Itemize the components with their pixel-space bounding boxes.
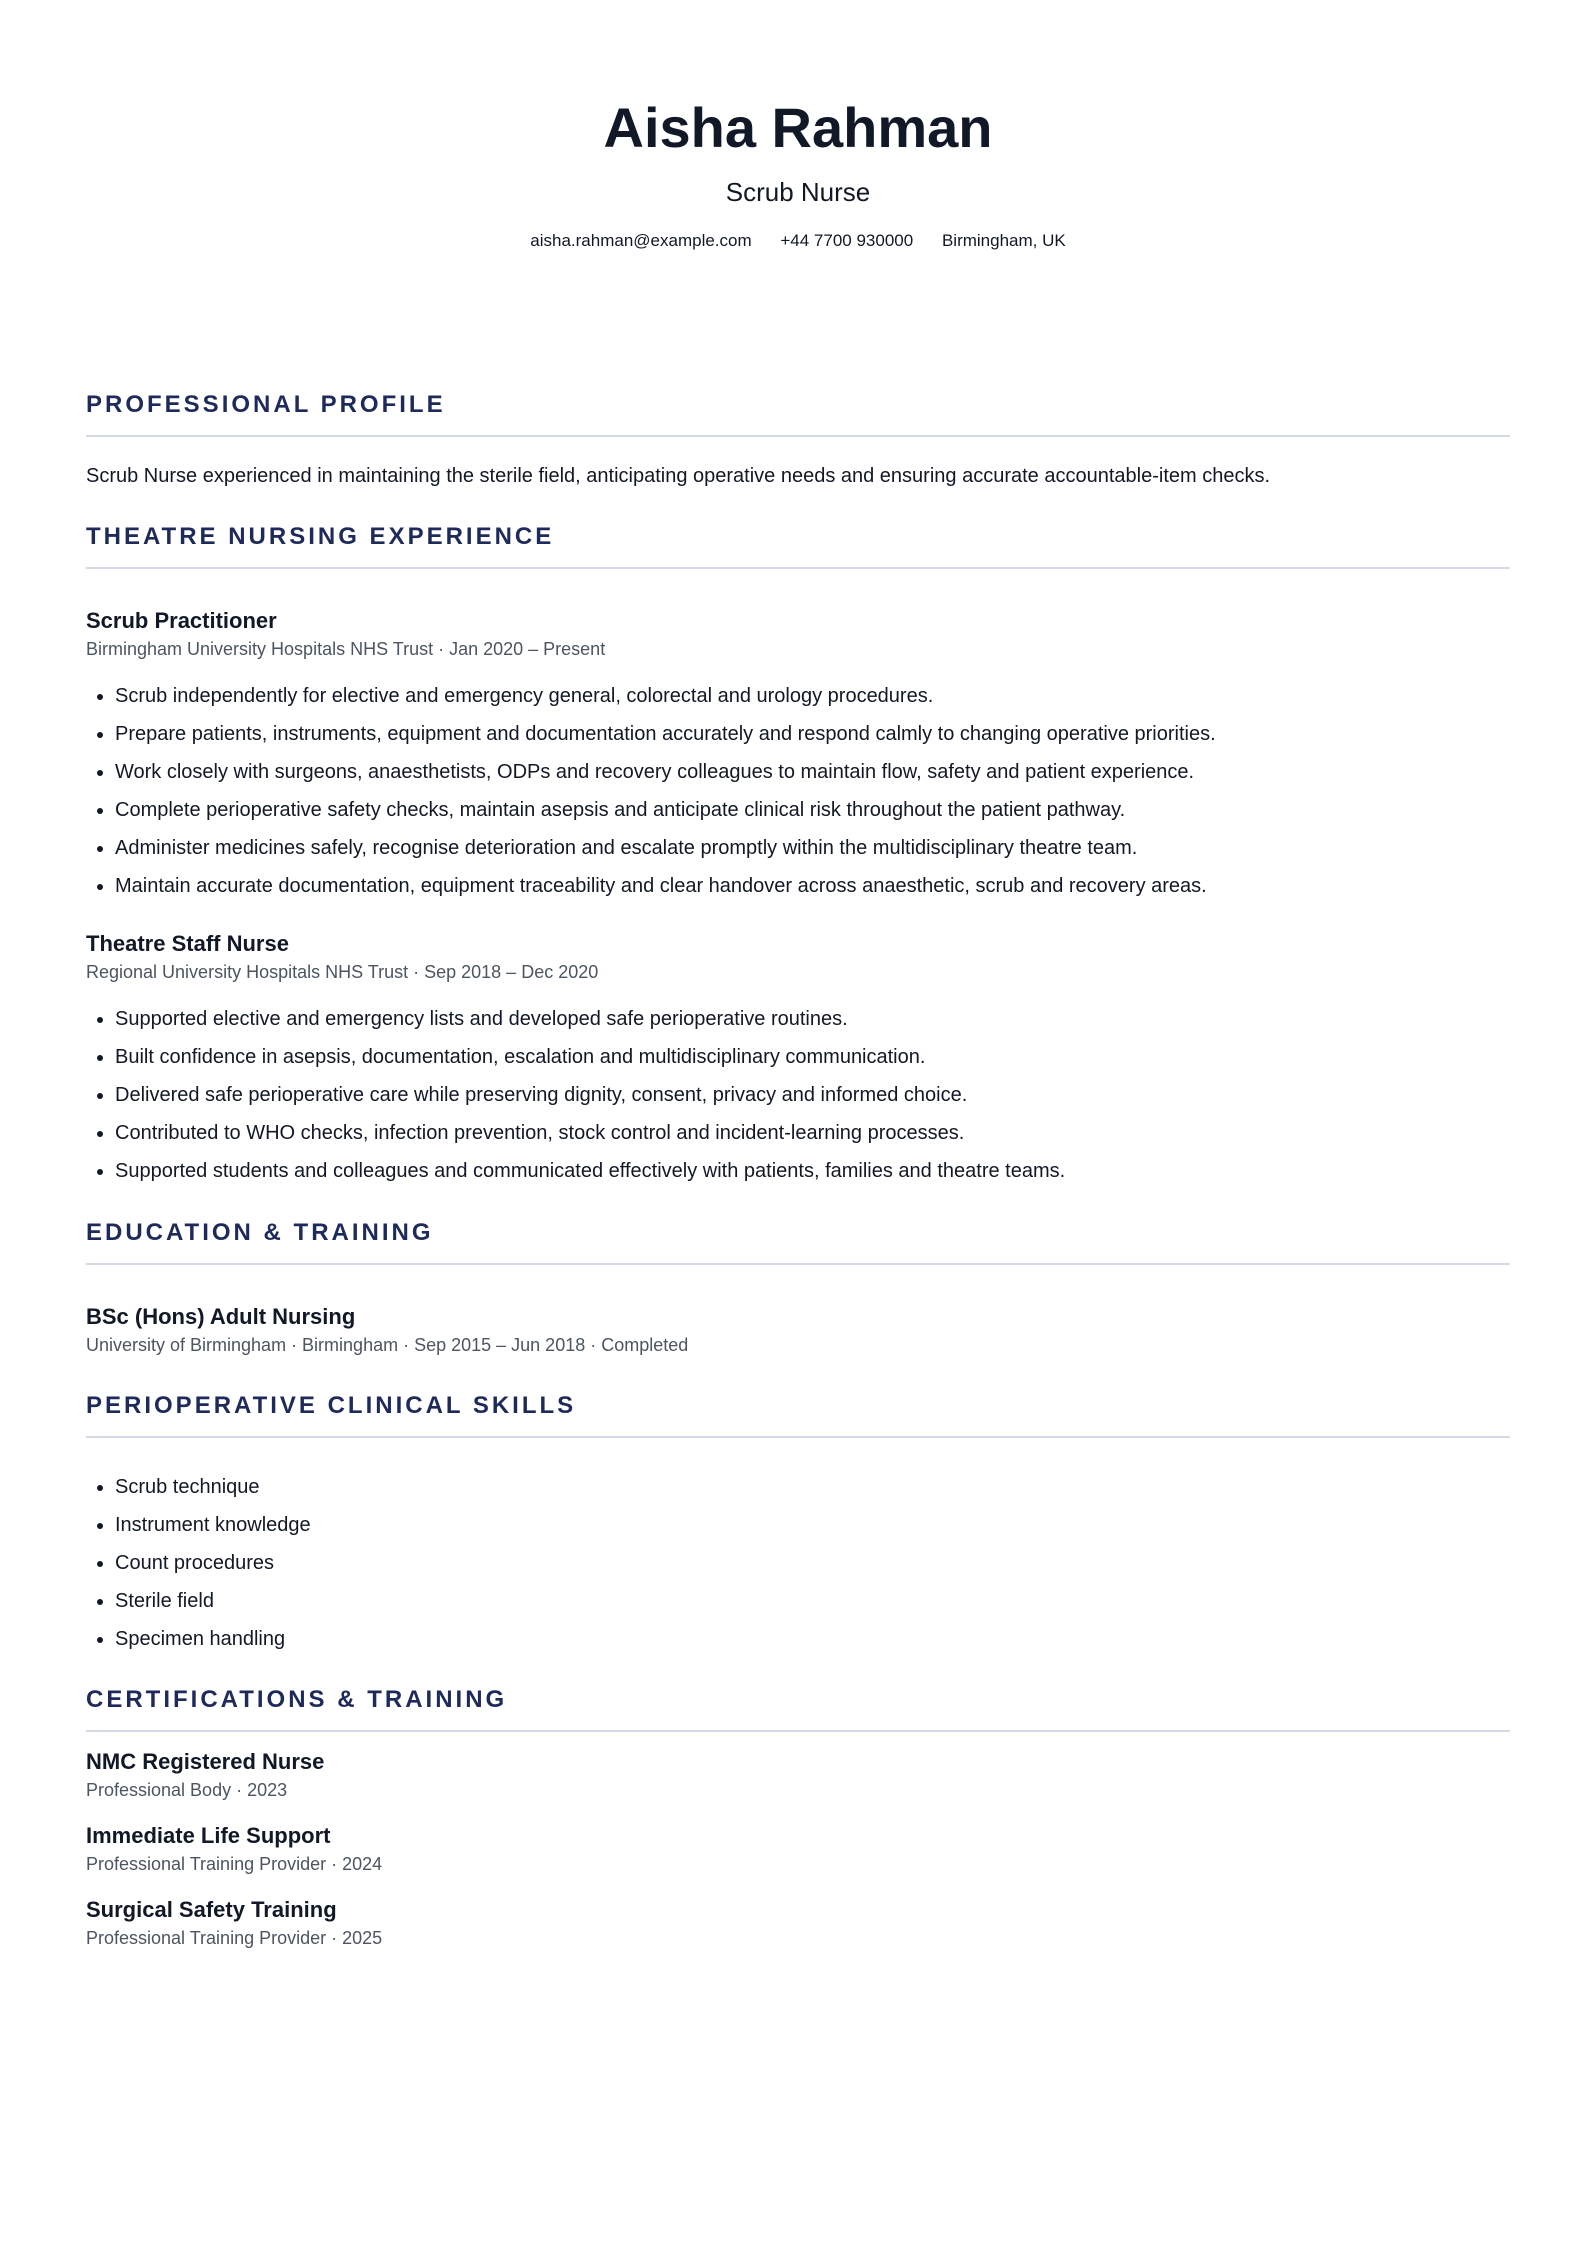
candidate-role: Scrub Nurse	[725, 177, 871, 207]
list-item: • Supported elective and emergency lists and developed safe perioperative routines.	[115, 1006, 1510, 1032]
list-item: • Supported students and colleagues and communicated effectively with patients, families and theatre teams.	[115, 1158, 1510, 1184]
section-title-experience: THEATRE NURSING EXPERIENCE	[86, 523, 555, 550]
section-divider	[86, 1730, 1510, 1732]
list-item: • Sterile field	[115, 1588, 1510, 1614]
list-item: • Built confidence in asepsis, documentation, escalation and multidisciplinary communication.	[115, 1044, 1510, 1070]
contact-email: aisha.rahman@example.com	[530, 231, 752, 250]
job-title: Scrub Practitioner	[86, 608, 277, 633]
certification-meta: Professional Training Provider · 2024	[86, 1854, 383, 1874]
certification-entry	[86, 1748, 1510, 1802]
list-item: • Scrub technique	[115, 1474, 1510, 1500]
skills-list	[86, 1474, 1510, 1652]
contact-phone: +44 7700 930000	[780, 231, 914, 250]
list-item: • Contributed to WHO checks, infection prevention, stock control and incident-learning processes.	[115, 1120, 1510, 1146]
list-item: • Prepare patients, instruments, equipment and documentation accurately and respond calmly to changing operative priorities.	[115, 721, 1510, 747]
contact-location: Birmingham, UK	[941, 231, 1066, 250]
contact-line	[86, 230, 1510, 252]
list-item: • Maintain accurate documentation, equipment traceability and clear handover across anaesthetic, scrub and recovery areas.	[115, 873, 1510, 899]
certification-title: NMC Registered Nurse	[86, 1749, 325, 1774]
profile-summary: Scrub Nurse experienced in maintaining the sterile field, anticipating operative needs and ensuring accurate accountable-item checks.	[86, 465, 1271, 487]
education-entry	[86, 1303, 1510, 1357]
section-title-profile: PROFESSIONAL PROFILE	[86, 391, 446, 418]
section-title-certifications: CERTIFICATIONS & TRAINING	[86, 1686, 508, 1713]
section-certifications	[86, 1685, 1510, 1732]
job-entry	[86, 930, 1510, 1196]
certification-title: Surgical Safety Training	[86, 1897, 337, 1922]
list-item: • Complete perioperative safety checks, maintain asepsis and anticipate clinical risk throughout the patient pathway.	[115, 797, 1510, 823]
section-title-skills: PERIOPERATIVE CLINICAL SKILLS	[86, 1392, 577, 1419]
list-item: • Instrument knowledge	[115, 1512, 1510, 1538]
section-divider	[86, 1263, 1510, 1265]
certification-title: Immediate Life Support	[86, 1823, 331, 1848]
degree-meta: University of Birmingham · Birmingham · Sep 2015 – Jun 2018 · Completed	[86, 1335, 689, 1355]
certification-meta: Professional Body · 2023	[86, 1780, 288, 1800]
job-title: Theatre Staff Nurse	[86, 931, 289, 956]
list-item: • Work closely with surgeons, anaesthetists, ODPs and recovery colleagues to maintain flow, safety and patient experience.	[115, 759, 1510, 785]
section-title-education: EDUCATION & TRAINING	[86, 1219, 434, 1246]
section-divider	[86, 435, 1510, 437]
resume-page	[86, 0, 1510, 1948]
job-meta: Regional University Hospitals NHS Trust · Sep 2018 – Dec 2020	[86, 962, 599, 982]
section-education	[86, 1218, 1510, 1265]
certification-entry	[86, 1896, 1510, 1950]
section-divider	[86, 567, 1510, 569]
list-item: • Scrub independently for elective and emergency general, colorectal and urology procedures.	[115, 683, 1510, 709]
section-experience	[86, 522, 1510, 569]
candidate-name: Aisha Rahman	[603, 96, 993, 159]
list-item: • Administer medicines safely, recognise deterioration and escalate promptly within the multidisciplinary theatre team.	[115, 835, 1510, 861]
degree-title: BSc (Hons) Adult Nursing	[86, 1304, 356, 1329]
resume-header	[86, 0, 1510, 252]
list-item: • Specimen handling	[115, 1626, 1510, 1652]
job-bullets	[86, 683, 1510, 899]
section-profile	[86, 390, 1510, 490]
list-item: • Delivered safe perioperative care while preserving dignity, consent, privacy and informed choice.	[115, 1082, 1510, 1108]
job-bullets	[86, 1006, 1510, 1184]
job-meta: Birmingham University Hospitals NHS Trust · Jan 2020 – Present	[86, 639, 606, 659]
section-divider	[86, 1436, 1510, 1438]
skills-list-block	[86, 1474, 1510, 1664]
certification-entry	[86, 1822, 1510, 1876]
list-item: • Count procedures	[115, 1550, 1510, 1576]
certification-meta: Professional Training Provider · 2025	[86, 1928, 383, 1948]
section-skills	[86, 1391, 1510, 1438]
job-entry	[86, 607, 1510, 911]
